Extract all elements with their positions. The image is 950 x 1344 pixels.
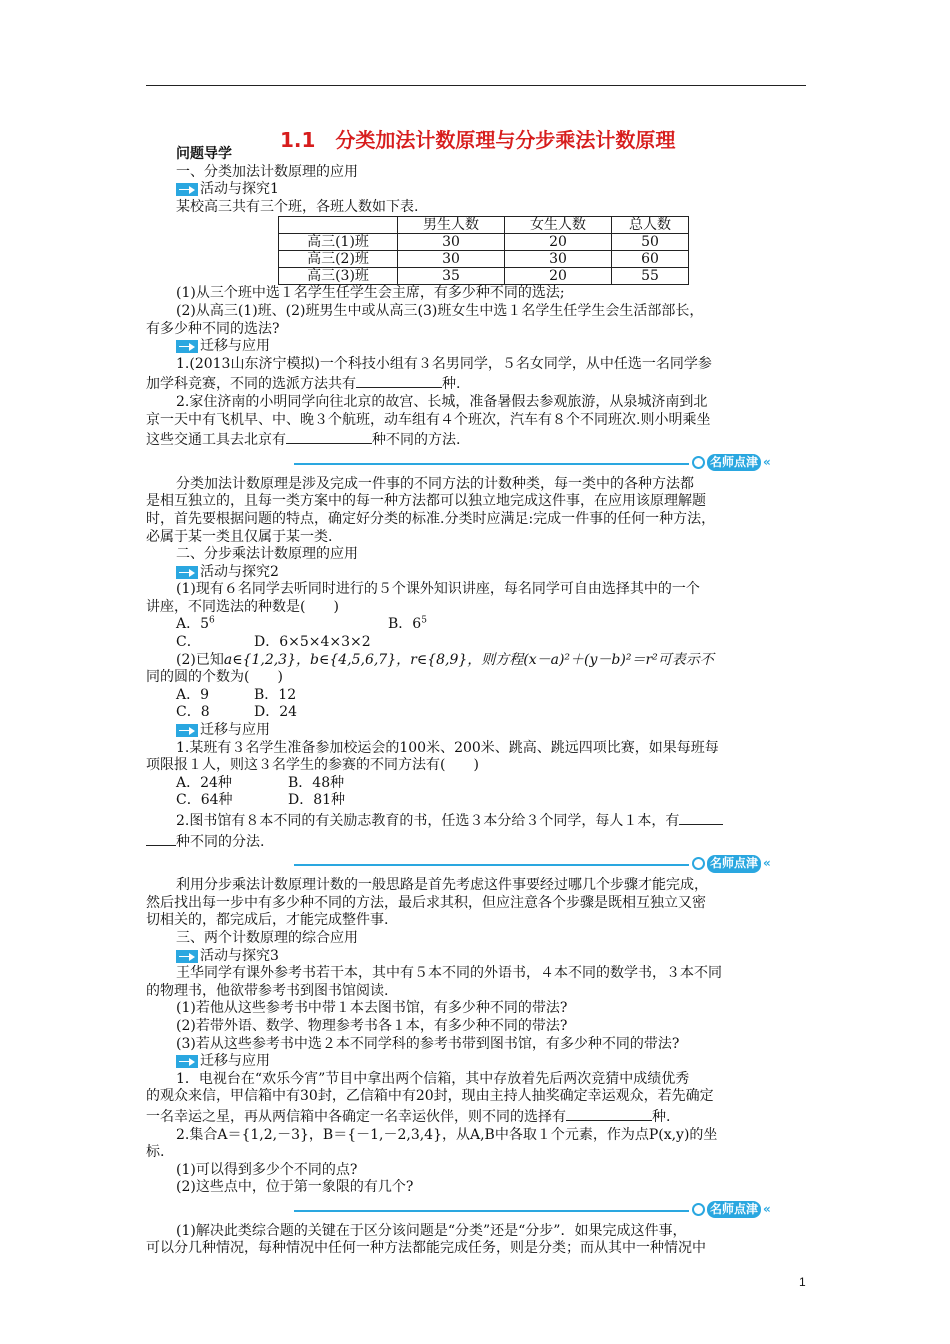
tip-label: 名师点津 (707, 1201, 761, 1219)
tip-divider-2 (294, 851, 814, 877)
table-row (279, 234, 689, 251)
option-d: D．6×5×4×3×2 (254, 634, 371, 651)
exercise-continued: 项限报１人，则这３名学生的参赛的不同方法有( ) (146, 757, 479, 774)
option-text: B．6 (388, 616, 422, 633)
chevron-left-icon: « (763, 1201, 771, 1216)
option-d: D．81种 (288, 792, 346, 809)
table-cell: 高三(3)班 (279, 268, 398, 285)
question: (2)若带外语、数学、物理参考书各１本，有多少种不同的带法? (176, 1017, 568, 1034)
subsection-heading-3: 三、两个计数原理的综合应用 (176, 929, 358, 946)
page-title: 1.1 分类加法计数原理与分步乘法计数原理 (280, 128, 676, 152)
exercise-continued (146, 1106, 808, 1127)
exercise-continued: 标. (146, 1144, 165, 1161)
activity-text: 活动与探究3 (200, 947, 279, 964)
table-cell: 总人数 (612, 217, 689, 234)
arrow-icon (176, 950, 198, 963)
tip-divider-3 (294, 1197, 814, 1223)
question: (1)从三个班中选１名学生任学生会主席，有多少种不同的选法; (176, 285, 565, 302)
option-d: D．24 (254, 704, 298, 721)
exercise-continued (146, 831, 808, 852)
table-cell: 20 (505, 268, 612, 285)
question (146, 652, 808, 670)
divider-line (294, 864, 689, 866)
tip-label: 名师点津 (707, 454, 761, 472)
exercise-text: 种不同的方法. (372, 432, 461, 449)
table-cell: 30 (398, 234, 505, 251)
options-row (146, 775, 808, 793)
math-text: a∈{1,2,3}， (223, 651, 310, 668)
tip-paragraph: 切相关的，都完成后，才能完成整件事. (146, 912, 389, 929)
transfer-text: 迁移与应用 (200, 722, 270, 739)
option-a: A．24种 (176, 774, 232, 791)
subsection-heading-2: 二、分步乘法计数原理的应用 (176, 546, 358, 563)
tip-paragraph: 可以分几种情况，每种情况中任何一种方法都能完成任务，则是分类；而从其中一种情况中 (146, 1240, 706, 1257)
options-row (146, 687, 808, 705)
option-c: C． (176, 634, 201, 651)
tip-badge (692, 855, 771, 873)
exercise-continued: 京一天中有飞机早、中、晚３个航班，动车组有４个班次，汽车有８个不同班次.则小明乘坐 (146, 411, 711, 428)
arrow-icon (176, 340, 198, 353)
options-row (146, 704, 808, 722)
answer-blank[interactable] (146, 831, 176, 846)
answer-blank[interactable] (356, 373, 442, 388)
circle-icon (692, 456, 705, 469)
tip-paragraph: 利用分步乘法计数原理计数的一般思路是首先考虑这件事要经过哪几个步骤才能完成， (176, 877, 708, 894)
table-cell (279, 217, 398, 234)
tip-divider-1 (294, 450, 814, 476)
document-body (146, 146, 808, 1258)
exercise: 1.(2013山东济宁模拟)一个科技小组有３名男同学，５名女同学，从中任选一名同学参 (176, 355, 712, 372)
circle-icon (692, 857, 705, 870)
answer-blank[interactable] (679, 810, 723, 825)
paragraph: 某校高三共有三个班，各班人数如下表. (176, 198, 419, 215)
exercise-text: 这些交通工具去北京有 (146, 432, 286, 449)
divider-line (294, 1210, 689, 1212)
question: (2)从高三(1)班、(2)班男生中或从高三(3)班女生中选１名学生任学生会生活部部长， (176, 302, 704, 319)
arrow-icon (176, 183, 198, 196)
question-text: (2)已知 (176, 651, 224, 668)
exponent: 6 (209, 615, 215, 626)
option-text: A．5 (176, 616, 210, 633)
math-text: r∈{8,9}，则方程(x－a)²＋(y－b)²＝r²可表示不 (410, 651, 714, 668)
table-row (279, 268, 689, 285)
tip-paragraph: 是相互独立的，且每一类方案中的每一种方法都可以独立地完成这件事，在应用该原理解题 (146, 493, 706, 510)
subsection-heading-1: 一、分类加法计数原理的应用 (176, 163, 358, 180)
table-cell: 30 (505, 251, 612, 268)
arrow-icon (176, 1055, 198, 1068)
exercise: 2.家住济南的小明同学向往北京的故宫、长城，准备暑假去参观旅游，从泉城济南到北 (176, 393, 708, 410)
option-b (388, 616, 427, 632)
exercise-text: 一名幸运之星，再从两信箱中各确定一名幸运伙伴，则不同的选择有 (146, 1108, 566, 1125)
transfer-label-1 (146, 338, 808, 356)
table-cell: 55 (612, 268, 689, 285)
question-continued: 有多少种不同的选法? (146, 320, 280, 337)
answer-blank[interactable] (286, 429, 372, 444)
math-text: b∈{4,5,6,7}， (310, 651, 411, 668)
options-row (146, 634, 808, 652)
exercise-continued (146, 429, 808, 450)
activity-label-1 (146, 181, 808, 199)
chevron-left-icon: « (763, 454, 771, 469)
tip-label: 名师点津 (707, 855, 761, 873)
option-b: B．48种 (288, 774, 345, 791)
section-heading: 问题导学 (176, 146, 232, 162)
option-a (176, 616, 388, 634)
exercise-text: 种. (442, 376, 461, 393)
chevron-left-icon: « (763, 856, 771, 871)
paragraph: 王华同学有课外参考书若干本，其中有５本不同的外语书，４本不同的数学书，３本不同 (176, 965, 722, 982)
options-row (146, 616, 808, 634)
question: (3)若从这些参考书中选２本不同学科的参考书带到图书馆，有多少种不同的带法? (176, 1035, 680, 1052)
transfer-text: 迁移与应用 (200, 338, 270, 355)
arrow-icon (176, 724, 198, 737)
table-cell: 60 (612, 251, 689, 268)
tip-paragraph: 时，首先要根据问题的特点，确定好分类的标准.分类时应满足:完成一件事的任何一种方法， (146, 510, 716, 527)
header-rule (146, 85, 806, 86)
tip-paragraph: (1)解决此类综合题的关键在于区分该问题是“分类”还是“分步”．如果完成这件事， (176, 1222, 687, 1239)
activity-label-3 (146, 948, 808, 966)
exercise: 1.某班有３名学生准备参加校运会的100米、200米、跳高、跳远四项比赛，如果每班每 (176, 739, 719, 756)
table-row (279, 251, 689, 268)
transfer-text: 迁移与应用 (200, 1053, 270, 1070)
option-c: C．8 (176, 704, 210, 721)
options-row (146, 792, 808, 810)
table-header-row (279, 217, 689, 234)
exercise-text: 加学科竞赛，不同的选派方法共有 (146, 376, 356, 393)
activity-text: 活动与探究2 (200, 563, 279, 580)
activity-text: 活动与探究1 (200, 181, 279, 198)
option-b: B．12 (254, 686, 297, 703)
exercise: 1．电视台在“欢乐今宵”节目中拿出两个信箱，其中存放着先后两次竞猜中成绩优秀 (176, 1070, 690, 1087)
tip-badge (692, 1201, 771, 1219)
table-cell: 30 (398, 251, 505, 268)
tip-paragraph: 然后找出每一步中有多少种不同的方法，最后求其积，但应注意各个步骤是既相互独立又密 (146, 894, 706, 911)
question-continued: 讲座，不同选法的种数是( ) (146, 598, 339, 615)
exercise-text: 2.图书馆有８本不同的有关励志教育的书，任选３本分给３个同学，每人１本，有 (176, 813, 680, 829)
activity-label-2 (146, 564, 808, 582)
table-cell: 高三(1)班 (279, 234, 398, 251)
question: (2)这些点中，位于第一象限的有几个? (176, 1179, 414, 1196)
circle-icon (692, 1203, 705, 1216)
paragraph-continued: 的物理书，他欲带参考书到图书馆阅读. (146, 982, 389, 999)
table-cell: 20 (505, 234, 612, 251)
transfer-label-3 (146, 1053, 808, 1071)
class-table (278, 216, 689, 285)
question-continued: 同的圆的个数为( ) (146, 669, 283, 686)
exercise-text: 种不同的分法. (176, 833, 265, 850)
answer-blank[interactable] (566, 1106, 652, 1121)
arrow-icon (176, 566, 198, 579)
exponent: 5 (421, 615, 427, 626)
exercise-continued: 的观众来信，甲信箱中有30封，乙信箱中有20封，现由主持人抽奖确定幸运观众，若先确定 (146, 1088, 714, 1105)
transfer-label-2 (146, 722, 808, 740)
question: (1)若他从这些参考书中带１本去图书馆，有多少种不同的带法? (176, 1000, 568, 1017)
question: (1)现有６名同学去听同时进行的５个课外知识讲座，每名同学可自由选择其中的一个 (176, 581, 700, 598)
page-number: 1 (799, 1275, 806, 1289)
tip-badge (692, 454, 771, 472)
table-cell: 50 (612, 234, 689, 251)
tip-paragraph: 分类加法计数原理是涉及完成一件事的不同方法的计数种类，每一类中的各种方法都 (176, 475, 694, 492)
exercise (146, 810, 808, 831)
exercise-continued (146, 373, 808, 394)
option-c: C．64种 (176, 792, 233, 809)
table-cell: 男生人数 (398, 217, 505, 234)
table-cell: 女生人数 (505, 217, 612, 234)
exercise: 2.集合A＝{1,2,－3}，B＝{－1,－2,3,4}，从A,B中各取１个元素，作为点P(x,y)的坐 (176, 1126, 718, 1143)
table-cell: 35 (398, 268, 505, 285)
question: (1)可以得到多少个不同的点? (176, 1161, 358, 1178)
exercise-text: 种. (652, 1108, 671, 1125)
tip-paragraph: 必属于某一类且仅属于某一类. (146, 528, 333, 545)
table-cell: 高三(2)班 (279, 251, 398, 268)
option-a: A．9 (176, 686, 210, 703)
divider-line (294, 463, 689, 465)
